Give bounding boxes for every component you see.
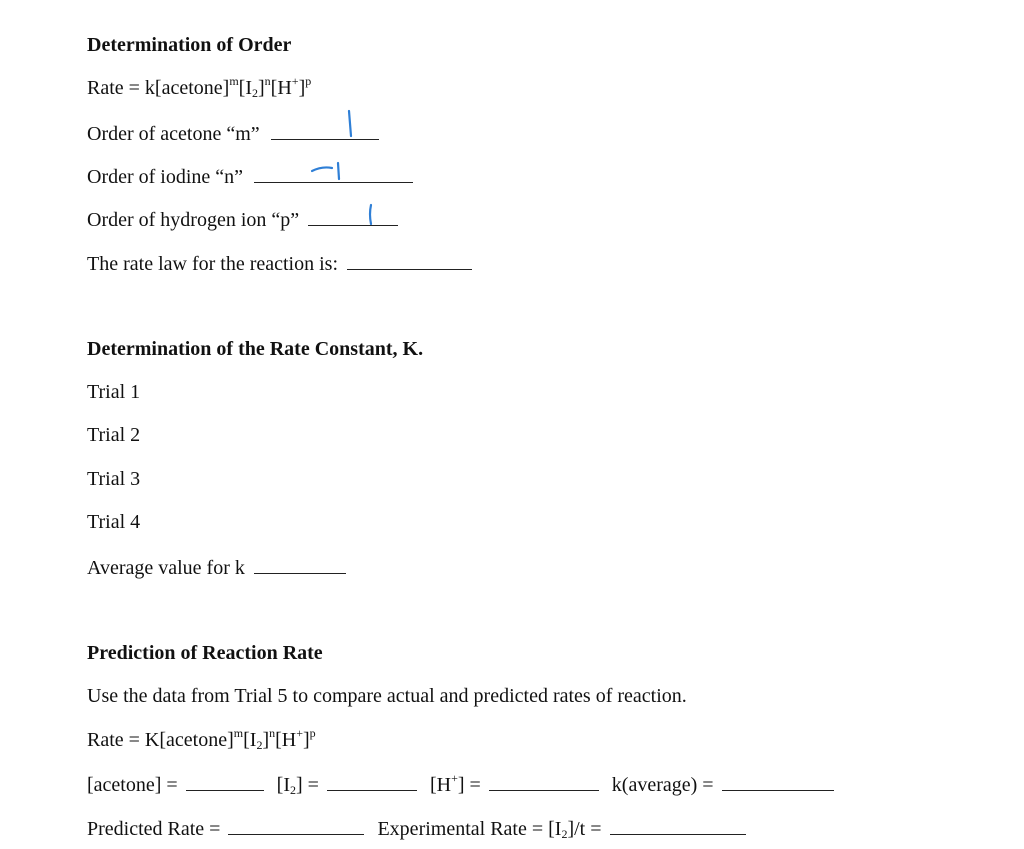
exp-n: n [264, 74, 271, 88]
i2-eq-label [277, 774, 319, 796]
rate-law-answer-blank[interactable] [347, 250, 472, 270]
trial-4: Trial 4 [87, 511, 141, 533]
experimental-subscript: 2 [561, 827, 568, 841]
exp-p-2: p [309, 726, 316, 740]
acetone-order-label: Order of acetone “m” [87, 123, 260, 145]
k-average-blank[interactable] [722, 771, 834, 791]
i2-close: ] = [296, 774, 319, 796]
rate-law-answer-row [87, 250, 472, 276]
i-subscript: 2 [252, 86, 258, 100]
h-plus: + [291, 74, 299, 88]
i-open-2: [I [243, 729, 257, 751]
experimental-suffix: ]/t = [567, 818, 602, 840]
hydrogen-order-label: Order of hydrogen ion “p” [87, 209, 300, 231]
h-close-3: ] = [457, 774, 481, 796]
handwritten-answer-1b [364, 200, 378, 228]
predicted-rate-blank[interactable] [228, 815, 364, 835]
experimental-rate-label [377, 818, 601, 840]
predicted-rate-label: Predicted Rate = [87, 818, 221, 840]
rate-law-prefix: Rate = k[acetone] [87, 77, 230, 99]
handwritten-answer-neg1 [310, 158, 350, 182]
acetone-value-blank[interactable] [186, 771, 264, 791]
acetone-order-blank[interactable] [271, 120, 379, 140]
average-k-label: Average value for k [87, 557, 245, 579]
rate-law-answer-label: The rate law for the reaction is: [87, 253, 338, 275]
acetone-order-handwritten [343, 108, 357, 146]
exp-m: m [229, 74, 239, 88]
i-open: [I [238, 77, 252, 99]
trial-2: Trial 2 [87, 424, 141, 446]
i2-subscript: 2 [290, 783, 296, 797]
acetone-eq-label: [acetone] = [87, 774, 178, 796]
rate-law-general [87, 76, 311, 100]
average-k-row [87, 554, 346, 580]
h-open: [H [270, 77, 292, 99]
iodine-order-row [87, 163, 413, 189]
average-k-blank[interactable] [254, 554, 346, 574]
h-close: ] [298, 77, 306, 99]
rates-row [87, 815, 746, 841]
h-value-blank[interactable] [489, 771, 599, 791]
trial-1: Trial 1 [87, 381, 141, 403]
rate-law-k [87, 728, 316, 752]
h-plus-2: + [296, 726, 303, 740]
i2-value-blank[interactable] [327, 771, 417, 791]
h-open-2: [H [275, 729, 297, 751]
handwritten-answer-1 [343, 108, 357, 140]
exp-p: p [305, 74, 312, 88]
k-average-label: k(average) = [611, 774, 714, 796]
rate-constant-heading: Determination of the Rate Constant, K. [87, 338, 424, 360]
h-plus-3: + [451, 771, 458, 785]
order-heading: Determination of Order [87, 34, 292, 56]
i2-open: [I [276, 774, 290, 796]
exp-m-2: m [233, 726, 244, 740]
i-subscript-2: 2 [256, 738, 263, 752]
prediction-instruction: Use the data from Trial 5 to compare actual and predicted rates of reaction. [87, 685, 687, 707]
h-close-2: ] [303, 729, 310, 751]
i-close: ] [258, 77, 265, 99]
prediction-heading: Prediction of Reaction Rate [87, 642, 323, 664]
iodine-order-handwritten [310, 158, 350, 188]
hydrogen-order-row [87, 206, 398, 232]
rate-law-k-prefix: Rate = K[acetone] [87, 729, 234, 751]
h-open-3: [H [429, 774, 452, 796]
hydrogen-order-handwritten [364, 200, 378, 234]
iodine-order-label: Order of iodine “n” [87, 166, 244, 188]
experimental-prefix: Experimental Rate = [I [377, 818, 562, 840]
trial5-values-row [87, 771, 834, 797]
acetone-order-row [87, 120, 379, 146]
trial-3: Trial 3 [87, 468, 141, 490]
exp-n-2: n [269, 726, 276, 740]
h-eq-label [429, 771, 481, 796]
experimental-rate-blank[interactable] [610, 815, 746, 835]
hydrogen-order-blank[interactable] [308, 206, 398, 226]
i-close-2: ] [262, 729, 270, 751]
